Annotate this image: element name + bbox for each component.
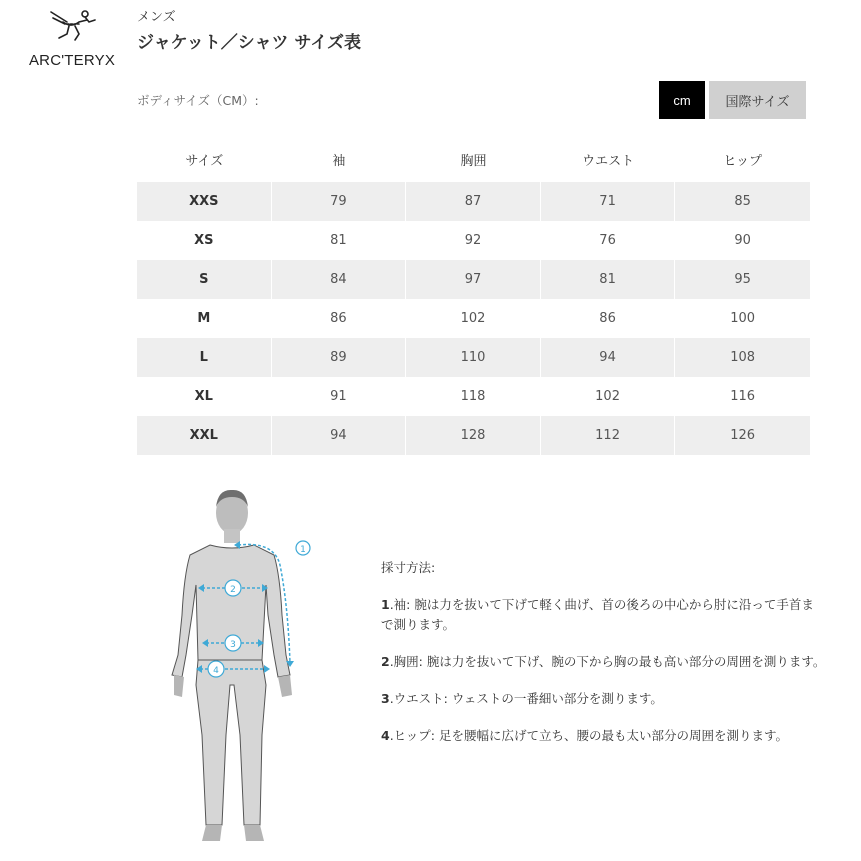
instruction-text: .ヒップ: 足を腰幅に広げて立ち、腰の最も太い部分の周囲を測ります。: [389, 728, 788, 743]
body-silhouette-icon: [170, 485, 330, 845]
hip-cell: 108: [675, 338, 810, 377]
table-row: [137, 299, 810, 338]
header-size: サイズ: [185, 153, 224, 169]
unit-label: ボディサイズ（CM）:: [137, 93, 259, 108]
header-hip: ヒップ: [723, 153, 762, 169]
table-row: [137, 338, 810, 377]
size-cell: XXS: [137, 182, 272, 221]
sleeve-cell: 81: [272, 221, 407, 260]
sleeve-cell: 84: [272, 260, 407, 299]
marker-2: 2: [230, 585, 236, 595]
hip-cell: 100: [730, 311, 756, 326]
chest-cell: 110: [406, 338, 541, 377]
category-subtitle: メンズ: [137, 10, 176, 25]
sleeve-cell: 79: [272, 182, 407, 221]
size-cell: XS: [137, 221, 272, 260]
size-cell: L: [137, 338, 272, 377]
waist-cell: 71: [541, 182, 676, 221]
chest-cell: 87: [406, 182, 541, 221]
size-cell: XXL: [137, 416, 272, 455]
table-row: [137, 260, 810, 299]
chest-cell: 92: [406, 221, 541, 260]
header-chest: 胸囲: [460, 153, 487, 169]
hip-cell: 95: [675, 260, 810, 299]
body-measurement-figure: [170, 485, 330, 845]
header-sleeve: 袖: [332, 153, 346, 169]
waist-cell: 76: [541, 221, 676, 260]
measurement-instructions: [381, 558, 826, 763]
instruction-item-chest: [381, 652, 826, 672]
page-title: ジャケット／シャツ サイズ表: [137, 33, 362, 53]
hip-cell: 126: [675, 416, 810, 455]
waist-cell: 112: [541, 416, 676, 455]
brand-name: ARC'TERYX: [28, 52, 116, 69]
sleeve-cell: 94: [272, 416, 407, 455]
chest-cell: 97: [406, 260, 541, 299]
size-cell: XL: [137, 377, 272, 416]
archaeopteryx-fossil-icon: [45, 8, 99, 44]
chest-cell: 102: [406, 299, 541, 338]
instruction-item-waist: [381, 689, 826, 709]
marker-3: 3: [230, 640, 236, 650]
instruction-text: .胸囲: 腕は力を抜いて下げ、腕の下から胸の最も高い部分の周囲を測ります。: [389, 654, 826, 669]
waist-cell: 102: [541, 377, 676, 416]
size-table: [137, 140, 810, 455]
table-row: [137, 221, 810, 260]
instruction-number: 3: [381, 691, 390, 706]
instruction-text: .袖: 腕は力を抜いて下げて軽く曲げ、首の後ろの中心から肘に沿って手首まで測ります。: [381, 597, 814, 632]
instruction-number: 4: [381, 728, 390, 743]
table-row: [137, 182, 810, 221]
sleeve-cell: 89: [272, 338, 407, 377]
size-cell: S: [137, 260, 272, 299]
waist-cell: 94: [541, 338, 676, 377]
table-row: [137, 416, 810, 455]
instruction-number: 1: [381, 597, 390, 612]
unit-international-button[interactable]: 国際サイズ: [709, 81, 806, 119]
hip-cell: 90: [734, 233, 751, 248]
instruction-number: 2: [381, 654, 390, 669]
hip-cell: 116: [730, 389, 756, 404]
marker-4: 4: [213, 666, 219, 676]
waist-cell: 81: [541, 260, 676, 299]
size-cell: M: [137, 299, 272, 338]
table-header-row: [137, 140, 810, 182]
instruction-text: .ウエスト: ウェストの一番細い部分を測ります。: [389, 691, 663, 706]
hip-cell: 85: [675, 182, 810, 221]
unit-toggle: [659, 81, 806, 119]
marker-1: 1: [300, 545, 306, 555]
chest-cell: 118: [406, 377, 541, 416]
brand-logo[interactable]: [22, 8, 122, 70]
unit-cm-button[interactable]: cm: [659, 81, 705, 119]
sleeve-cell: 91: [272, 377, 407, 416]
waist-cell: 86: [541, 299, 676, 338]
chest-cell: 128: [406, 416, 541, 455]
instruction-item-sleeve: [381, 595, 826, 635]
table-row: [137, 377, 810, 416]
sleeve-cell: 86: [272, 299, 407, 338]
instructions-heading: 採寸方法:: [381, 560, 436, 575]
header-waist: ウエスト: [582, 153, 635, 169]
instruction-item-hip: [381, 726, 826, 746]
